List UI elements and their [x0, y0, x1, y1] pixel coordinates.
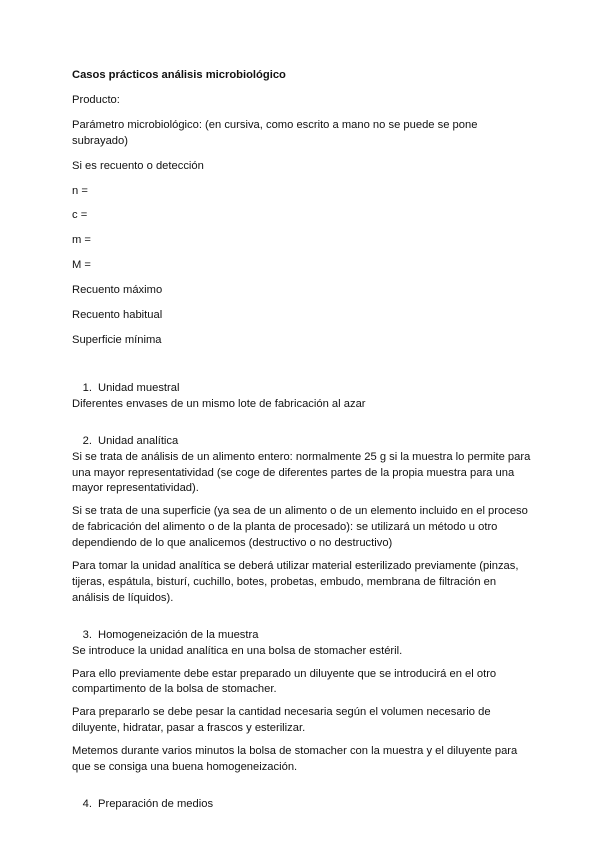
- section-unidad-analitica: [72, 434, 532, 607]
- field-recuento-deteccion: Si es recuento o detección: [72, 159, 204, 172]
- section-heading-text: Unidad muestral: [98, 381, 180, 394]
- field-m-upper: M =: [72, 259, 91, 272]
- field-recuento-maximo: Recuento máximo: [72, 284, 163, 297]
- section-number: 2.: [82, 434, 92, 447]
- section-heading-text: Homogeneización de la muestra: [98, 628, 259, 641]
- section-heading: [72, 434, 532, 450]
- spacer: [72, 358, 532, 381]
- section-number: 1.: [82, 381, 92, 394]
- section-heading: [72, 628, 532, 644]
- section-heading: [72, 381, 532, 397]
- section-number: 3.: [82, 628, 92, 641]
- section-unidad-muestral: [72, 381, 532, 413]
- section-preparacion-medios: [72, 797, 532, 813]
- document-content: [72, 68, 532, 834]
- field-producto: Producto:: [72, 93, 120, 106]
- section-heading-text: Preparación de medios: [98, 798, 214, 810]
- field-c: c =: [72, 209, 88, 222]
- paragraph: Para prepararlo se debe pesar la cantidad necesaria según el volumen necesario de diluyente, hidratar, pasar a frascos y esterilizar.: [72, 706, 491, 735]
- section-homogeneizacion: [72, 628, 532, 776]
- document-title: Casos prácticos análisis microbiológico: [72, 69, 286, 81]
- paragraph: Para ello previamente debe estar preparado un diluyente que se introducirá en el otro compartimento de la bolsa de stomacher.: [72, 667, 497, 696]
- paragraph: Se introduce la unidad analítica en una bolsa de stomacher estéril.: [72, 644, 403, 657]
- field-recuento-habitual: Recuento habitual: [72, 309, 163, 322]
- section-heading-text: Unidad analítica: [98, 434, 179, 447]
- paragraph: Si se trata de análisis de un alimento entero: normalmente 25 g si la muestra lo permite para una mayor representatividad (se coge de diferentes partes de la propia muestra para una mayor representatividad).: [72, 450, 531, 495]
- paragraph: Metemos durante varios minutos la bolsa de stomacher con la muestra y el diluyente para que se consiga una buena homogeneización.: [72, 745, 518, 774]
- field-parametro: Parámetro microbiológico: (en cursiva, como escrito a mano no se puede se pone subrayado): [72, 118, 478, 147]
- paragraph: Si se trata de una superficie (ya sea de un alimento o de un elemento incluido en el proceso de fabricación del alimento o de la planta de procesado): se utilizará un método u otro dependiendo de lo que analicemos (destructivo o no destructivo): [72, 505, 528, 550]
- paragraph: Diferentes envases de un mismo lote de fabricación al azar: [72, 397, 366, 410]
- field-n: n =: [72, 184, 88, 197]
- section-heading: [72, 797, 532, 813]
- field-m-lower: m =: [72, 234, 91, 247]
- section-number: 4.: [82, 798, 92, 810]
- field-superficie-minima: Superficie mínima: [72, 333, 162, 346]
- paragraph: Para tomar la unidad analítica se deberá utilizar material esterilizado previamente (pinzas, tijeras, espátula, bisturí, cuchillo, botes, probetas, embudo, membrana de filtración en análisis de líquidos).: [72, 560, 519, 604]
